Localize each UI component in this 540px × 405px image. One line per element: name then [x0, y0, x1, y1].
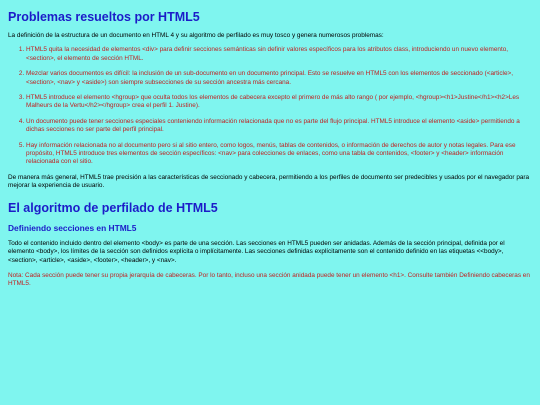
subsection-heading: Definiendo secciones en HTML5 [8, 222, 137, 233]
intro-paragraph: La definición de la estructura de un documento en HTML 4 y su algoritmo de perfilado es muy tosco y genera numerosos problemas: [8, 32, 384, 39]
body-paragraph: Todo el contenido incluido dentro del elemento <body> es parte de una sección. Las secciones en HTML5 pueden ser anidadas. Además de la sección principal, definida por el elemento <body>, los límites de la sección son definidos explícita o implícitamente. Las secciones definidas explícitamente son el contenido definido en las etiquetas <<body>, <section>, <article>, <aside>, <footer>, <header>, y <nav>. [8, 239, 505, 264]
list-item: 1. HTML5 quita la necesidad de elementos <div> para definir secciones semánticas sin definir valores específicos para los atributos class, introduciendo un nuevo elemento, <section>, el elemento de sección HTML. [26, 46, 532, 63]
list-item: 2. Mezclar varios documentos es difícil: la inclusión de un sub-documento en un documento principal. Esto se resuelve en HTML5 con los elementos de seccionado (<article>, <section>, <nav> y <aside>) son siempre subsecciones de su sección ancestra más cercana. [26, 70, 532, 87]
note-paragraph: Nota: Cada sección puede tener su propia jerarquía de cabeceras. Por lo tanto, incluso una sección anidada puede tener un elemento <h1>. Consulte también Definiendo cabeceras en HTML5. [8, 271, 530, 288]
page-title: Problemas resueltos por HTML5 [8, 10, 200, 24]
summary-paragraph: De manera más general, HTML5 trae precisión a las características de seccionado y cabecera, permitiendo a los perfiles de documento ser predecibles y usados por el navegador para mejorar la experiencia de usuario. [8, 173, 530, 190]
problems-list [8, 46, 532, 166]
section-heading: El algoritmo de perfilado de HTML5 [8, 200, 218, 215]
list-item: 5. Hay información relacionada no al documento pero si al sitio entero, como logos, menús, tablas de contenidos, o información de derechos de autor y notas legales. Para ese propósito, HTML5 introduce tres elementos de sección específicos: <nav> para colecciones de enlaces, como una tabla de contenidos, <footer> y <header> información relacionada con el sitio. [26, 142, 532, 167]
list-item: 4. Un documento puede tener secciones especiales conteniendo información relacionada que no es parte del flujo principal. HTML5 introduce el elemento <aside> permitiendo a dichas secciones no ser parte del perfil principal. [26, 118, 532, 135]
list-item: 3. HTML5 introduce el elemento <hgroup> que oculta todos los elementos de cabecera excepto el primero de más alto rango ( por ejemplo, <hgroup><h1>Justine</h1><h2>Les Malheurs de la Vertu</h2></hgroup> crea el perfil 1. Justine). [26, 94, 532, 111]
